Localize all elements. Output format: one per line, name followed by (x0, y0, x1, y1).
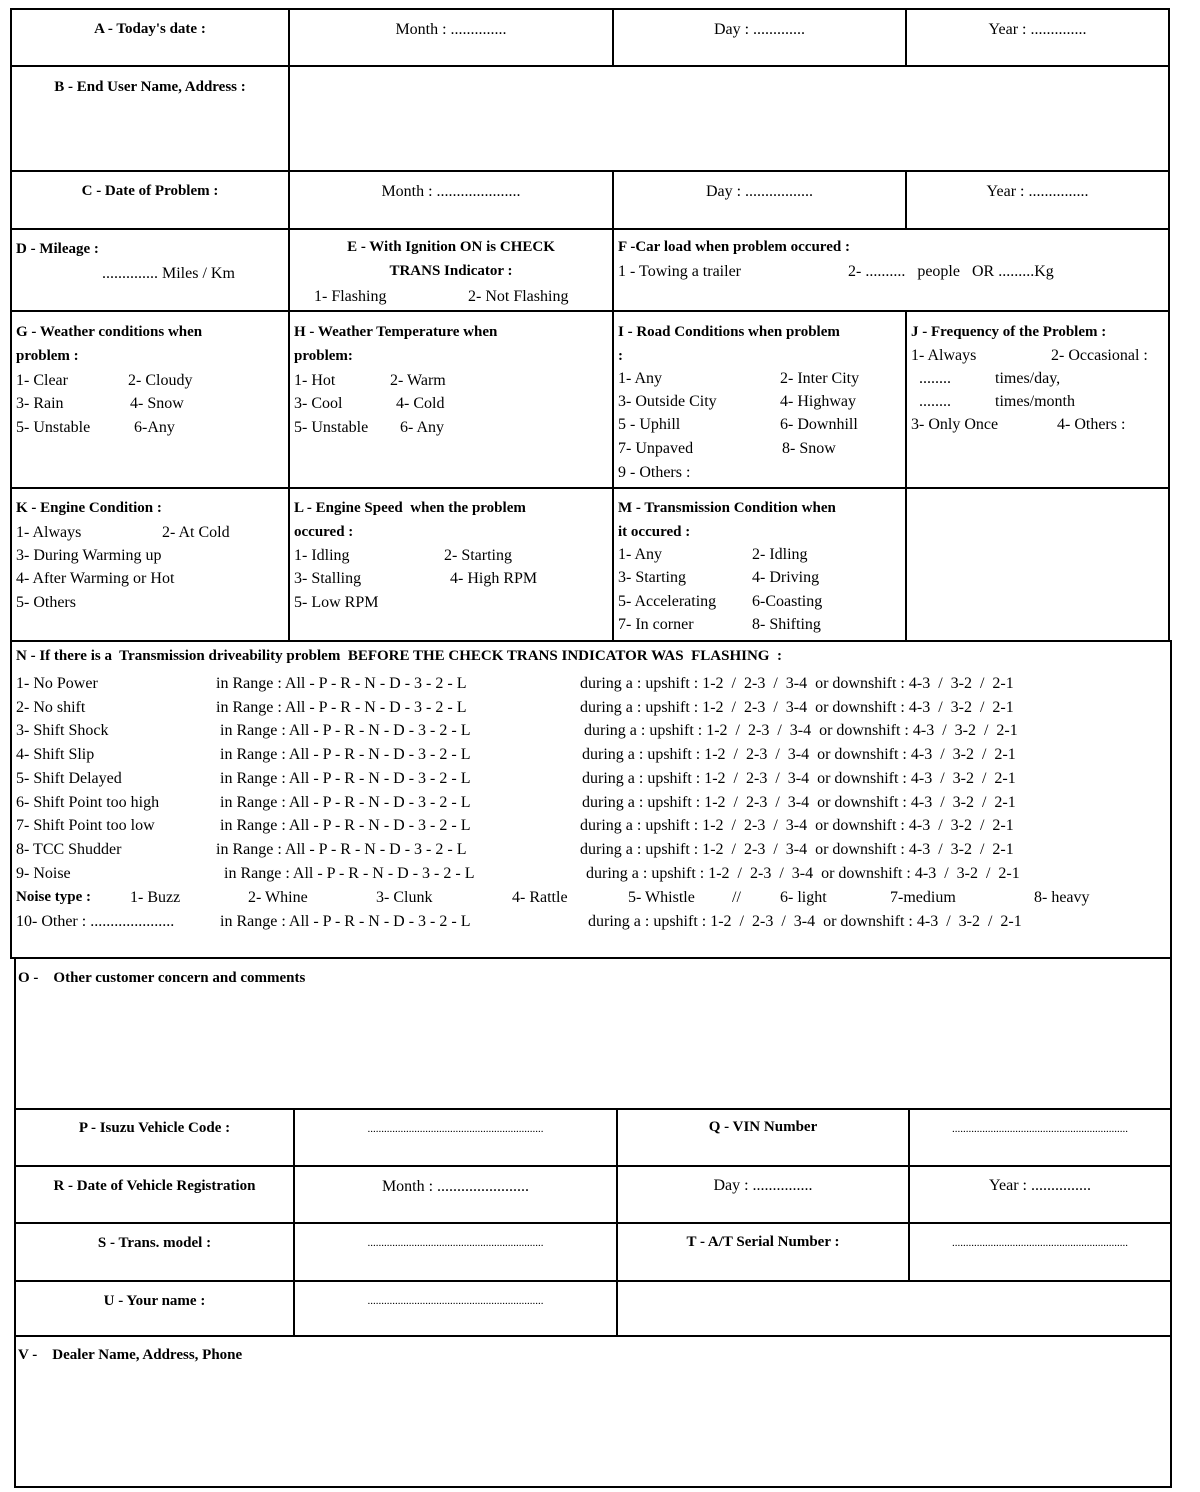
option-clear[interactable]: 1- Clear (16, 372, 68, 389)
option-always[interactable]: 1- Always (16, 524, 82, 541)
shift-options[interactable]: during a : upshift : 1-2 / 2-3 / 3-4 or downshift : 4-3 / 3-2 / 2-1 (580, 675, 1014, 692)
registration-month-field[interactable] (293, 1165, 618, 1224)
option-idling[interactable]: 2- Idling (752, 546, 808, 563)
option-flashing[interactable]: 1- Flashing (314, 288, 387, 305)
serial-number-field[interactable] (908, 1222, 1172, 1282)
serial-number-value: ................................................................ (952, 1237, 1128, 1249)
problem-noise[interactable]: 9- Noise (16, 865, 71, 882)
check-trans-label-line1: E - With Ignition ON is CHECK (347, 239, 555, 255)
problem-date-label-cell (10, 170, 290, 230)
problem-date-month-field[interactable] (288, 170, 614, 230)
option-at-cold[interactable]: 2- At Cold (162, 524, 230, 541)
car-load-cell (612, 228, 1170, 312)
today-date-year: Year : .............. (988, 21, 1087, 38)
engine-speed-cell (288, 487, 614, 642)
option-snow[interactable]: 8- Snow (782, 440, 836, 457)
car-load-label: F -Car load when problem occured : (618, 239, 850, 255)
option-starting[interactable]: 2- Starting (444, 547, 512, 564)
registration-month: Month : ....................... (381, 1178, 530, 1195)
option-starting[interactable]: 3- Starting (618, 569, 686, 586)
weather-conditions-cell (10, 310, 290, 489)
today-date-label: A - Today's date : (94, 21, 206, 37)
weather-conditions-label-line1: G - Weather conditions when (16, 324, 203, 340)
option-cool[interactable]: 3- Cool (294, 395, 343, 412)
your-name-label-cell (14, 1280, 295, 1337)
option-clunk[interactable]: 3- Clunk (376, 889, 433, 906)
shift-options[interactable]: during a : upshift : 1-2 / 2-3 / 3-4 or downshift : 4-3 / 3-2 / 2-1 (582, 746, 1016, 763)
range-options[interactable]: in Range : All - P - R - N - D - 3 - 2 - L (220, 722, 471, 739)
problem-shift-shock[interactable]: 3- Shift Shock (16, 722, 109, 739)
option-any[interactable]: 6-Any (134, 419, 175, 436)
today-date-month: Month : .............. (395, 21, 507, 38)
option-unstable[interactable]: 5- Unstable (294, 419, 369, 436)
times-per-month-label: times/month (995, 393, 1075, 410)
option-people-or-kg[interactable]: 2- .......... people OR .........Kg (848, 263, 1054, 280)
customer-comments-cell[interactable] (14, 957, 1172, 1110)
times-per-month-field[interactable]: ........ (919, 393, 951, 410)
registration-year-field[interactable] (908, 1165, 1172, 1224)
today-date-year-field[interactable] (905, 8, 1170, 67)
option-rattle[interactable]: 4- Rattle (512, 889, 568, 906)
range-options[interactable]: in Range : All - P - R - N - D - 3 - 2 - L (224, 865, 475, 882)
problem-date-label: C - Date of Problem : (81, 183, 219, 199)
range-options[interactable]: in Range : All - P - R - N - D - 3 - 2 - L (216, 699, 467, 716)
option-always[interactable]: 1- Always (911, 347, 977, 364)
problem-frequency-cell (905, 310, 1170, 489)
range-options[interactable]: in Range : All - P - R - N - D - 3 - 2 - L (220, 817, 471, 834)
option-any[interactable]: 1- Any (618, 546, 662, 563)
problem-date-day: Day : ................. (705, 183, 814, 200)
serial-number-label-cell (616, 1222, 910, 1282)
today-date-month-field[interactable] (288, 8, 614, 67)
noise-type-label: Noise type : (16, 889, 91, 905)
option-any[interactable]: 1- Any (618, 370, 662, 387)
weather-temperature-label-line1: H - Weather Temperature when (294, 324, 498, 340)
vin-field[interactable] (908, 1108, 1172, 1167)
option-unpaved[interactable]: 7- Unpaved (618, 440, 694, 457)
option-others[interactable]: 4- Others : (1057, 416, 1126, 433)
range-options[interactable]: in Range : All - P - R - N - D - 3 - 2 - L (220, 794, 471, 811)
end-user-label: B - End User Name, Address : (54, 79, 246, 95)
option-heavy[interactable]: 8- heavy (1034, 889, 1090, 906)
problem-tcc-shudder[interactable]: 8- TCC Shudder (16, 841, 122, 858)
dealer-info-cell[interactable] (14, 1335, 1172, 1488)
shift-options[interactable]: during a : upshift : 1-2 / 2-3 / 3-4 or downshift : 4-3 / 3-2 / 2-1 (586, 865, 1020, 882)
option-after-warming-or-hot[interactable]: 4- After Warming or Hot (16, 570, 175, 587)
option-stalling[interactable]: 3- Stalling (294, 570, 362, 587)
engine-speed-label-line2: occured : (294, 524, 354, 540)
option-uphill[interactable]: 5 - Uphill (618, 416, 681, 433)
vehicle-code-field[interactable] (293, 1108, 618, 1167)
registration-date-label-cell (14, 1165, 295, 1224)
option-in-corner[interactable]: 7- In corner (618, 616, 694, 633)
weather-temperature-cell (288, 310, 614, 489)
empty-cell (616, 1280, 1172, 1337)
weather-temperature-label-line2: problem: (294, 348, 353, 364)
range-options[interactable]: in Range : All - P - R - N - D - 3 - 2 - L (220, 913, 471, 930)
today-date-label-cell (10, 8, 290, 67)
mileage-value: .............. Miles / Km (102, 265, 235, 282)
registration-day: Day : ............... (713, 1177, 813, 1194)
option-buzz[interactable]: 1- Buzz (130, 889, 181, 906)
option-occasional[interactable]: 2- Occasional : (1051, 347, 1148, 364)
check-trans-indicator-cell (288, 228, 614, 312)
engine-condition-cell (10, 487, 290, 642)
shift-options[interactable]: during a : upshift : 1-2 / 2-3 / 3-4 or downshift : 4-3 / 3-2 / 2-1 (580, 841, 1014, 858)
option-others[interactable]: 9 - Others : (618, 464, 691, 481)
problem-no-power[interactable]: 1- No Power (16, 675, 98, 692)
problem-date-month: Month : ..................... (381, 183, 521, 200)
problem-frequency-label: J - Frequency of the Problem : (911, 324, 1107, 340)
option-unstable[interactable]: 5- Unstable (16, 419, 91, 436)
option-snow[interactable]: 4- Snow (130, 395, 184, 412)
mileage-cell[interactable] (10, 228, 290, 312)
your-name-value: ................................................................ (367, 1295, 544, 1307)
trans-model-label: S - Trans. model : (97, 1235, 212, 1251)
vin-label-cell (616, 1108, 910, 1167)
option-driving[interactable]: 4- Driving (752, 569, 820, 586)
times-per-day-label: times/day, (995, 370, 1061, 387)
option-idling[interactable]: 1- Idling (294, 547, 350, 564)
problem-shift-delayed[interactable]: 5- Shift Delayed (16, 770, 122, 787)
registration-date-label: R - Date of Vehicle Registration (53, 1178, 256, 1194)
your-name-field[interactable] (293, 1280, 618, 1337)
shift-options[interactable]: during a : upshift : 1-2 / 2-3 / 3-4 or downshift : 4-3 / 3-2 / 2-1 (582, 770, 1016, 787)
option-inter-city[interactable]: 2- Inter City (780, 370, 860, 387)
option-light[interactable]: 6- light (780, 889, 827, 906)
shift-options[interactable]: during a : upshift : 1-2 / 2-3 / 3-4 or downshift : 4-3 / 3-2 / 2-1 (580, 817, 1014, 834)
problem-no-shift[interactable]: 2- No shift (16, 699, 86, 716)
option-coasting[interactable]: 6-Coasting (752, 593, 823, 610)
shift-options[interactable]: during a : upshift : 1-2 / 2-3 / 3-4 or downshift : 4-3 / 3-2 / 2-1 (588, 913, 1022, 930)
option-accelerating[interactable]: 5- Accelerating (618, 593, 717, 610)
separator: // (732, 889, 741, 906)
option-others[interactable]: 5- Others (16, 594, 76, 611)
option-towing-trailer[interactable]: 1 - Towing a trailer (618, 263, 741, 280)
problem-date-year: Year : ............... (986, 183, 1089, 200)
engine-speed-label-line1: L - Engine Speed when the problem (294, 500, 526, 516)
shift-options[interactable]: during a : upshift : 1-2 / 2-3 / 3-4 or downshift : 4-3 / 3-2 / 2-1 (580, 699, 1014, 716)
end-user-name-address-field[interactable] (288, 65, 1170, 172)
road-conditions-label-line1: I - Road Conditions when problem (618, 324, 840, 340)
option-medium[interactable]: 7-medium (890, 889, 956, 906)
vehicle-code-label: P - Isuzu Vehicle Code : (78, 1120, 231, 1136)
option-rain[interactable]: 3- Rain (16, 395, 64, 412)
driveability-problem-label: N - If there is a Transmission driveability problem BEFORE THE CHECK TRANS INDICATOR WAS FLASHING : (16, 648, 782, 664)
vehicle-code-value: ................................................................ (367, 1123, 544, 1135)
option-whine[interactable]: 2- Whine (248, 889, 308, 906)
engine-condition-label: K - Engine Condition : (16, 500, 162, 516)
problem-date-day-field[interactable] (612, 170, 907, 230)
option-during-warming-up[interactable]: 3- During Warming up (16, 547, 162, 564)
option-whistle[interactable]: 5- Whistle (628, 889, 695, 906)
serial-number-label: T - A/T Serial Number : (686, 1234, 840, 1250)
mileage-label: D - Mileage : (16, 241, 99, 257)
problem-date-year-field[interactable] (905, 170, 1170, 230)
transmission-condition-label-line1: M - Transmission Condition when (618, 500, 836, 516)
transmission-condition-cell (612, 487, 907, 642)
option-low-rpm[interactable]: 5- Low RPM (294, 594, 379, 611)
option-downhill[interactable]: 6- Downhill (780, 416, 858, 433)
range-options[interactable]: in Range : All - P - R - N - D - 3 - 2 - L (216, 841, 467, 858)
option-any[interactable]: 6- Any (400, 419, 444, 436)
option-high-rpm[interactable]: 4- High RPM (450, 570, 538, 587)
option-highway[interactable]: 4- Highway (780, 393, 856, 410)
problem-other[interactable]: 10- Other : ..................... (16, 913, 175, 930)
option-warm[interactable]: 2- Warm (390, 372, 446, 389)
times-per-day-field[interactable]: ........ (919, 370, 951, 387)
customer-comments-label: O - Other customer concern and comments (18, 970, 306, 986)
shift-options[interactable]: during a : upshift : 1-2 / 2-3 / 3-4 or downshift : 4-3 / 3-2 / 2-1 (582, 794, 1016, 811)
vehicle-code-label-cell (14, 1108, 295, 1167)
your-name-label: U - Your name : (103, 1293, 206, 1309)
road-conditions-cell (612, 310, 907, 489)
option-only-once[interactable]: 3- Only Once (911, 416, 999, 433)
option-outside-city[interactable]: 3- Outside City (618, 393, 717, 410)
registration-year: Year : ............... (989, 1177, 1091, 1194)
trans-model-label-cell (14, 1222, 295, 1282)
dealer-info-label: V - Dealer Name, Address, Phone (18, 1347, 243, 1363)
trans-model-field[interactable] (293, 1222, 618, 1282)
problem-shift-slip[interactable]: 4- Shift Slip (16, 746, 95, 763)
option-hot[interactable]: 1- Hot (294, 372, 336, 389)
check-trans-label-line2: TRANS Indicator : (389, 263, 513, 279)
today-date-day-field[interactable] (612, 8, 907, 67)
option-cold[interactable]: 4- Cold (396, 395, 445, 412)
problem-shift-point-too-high[interactable]: 6- Shift Point too high (16, 794, 160, 811)
weather-conditions-label-line2: problem : (16, 348, 79, 364)
vin-value: ................................................................ (952, 1123, 1128, 1135)
trans-model-value: ................................................................ (367, 1237, 544, 1249)
road-conditions-label-line2: : (618, 348, 623, 364)
range-options[interactable]: in Range : All - P - R - N - D - 3 - 2 - L (220, 746, 471, 763)
option-not-flashing[interactable]: 2- Not Flashing (468, 288, 569, 305)
option-shifting[interactable]: 8- Shifting (752, 616, 821, 633)
vin-label: Q - VIN Number (708, 1119, 818, 1135)
shift-options[interactable]: during a : upshift : 1-2 / 2-3 / 3-4 or downshift : 4-3 / 3-2 / 2-1 (584, 722, 1018, 739)
end-user-label-cell (10, 65, 290, 172)
range-options[interactable]: in Range : All - P - R - N - D - 3 - 2 - L (216, 675, 467, 692)
option-cloudy[interactable]: 2- Cloudy (128, 372, 193, 389)
empty-cell (905, 487, 1170, 642)
today-date-day: Day : ............. (713, 21, 806, 38)
registration-day-field[interactable] (616, 1165, 910, 1224)
driveability-problem-section (10, 640, 1172, 959)
transmission-condition-label-line2: it occured : (618, 524, 691, 540)
problem-shift-point-too-low[interactable]: 7- Shift Point too low (16, 817, 155, 834)
range-options[interactable]: in Range : All - P - R - N - D - 3 - 2 - L (220, 770, 471, 787)
